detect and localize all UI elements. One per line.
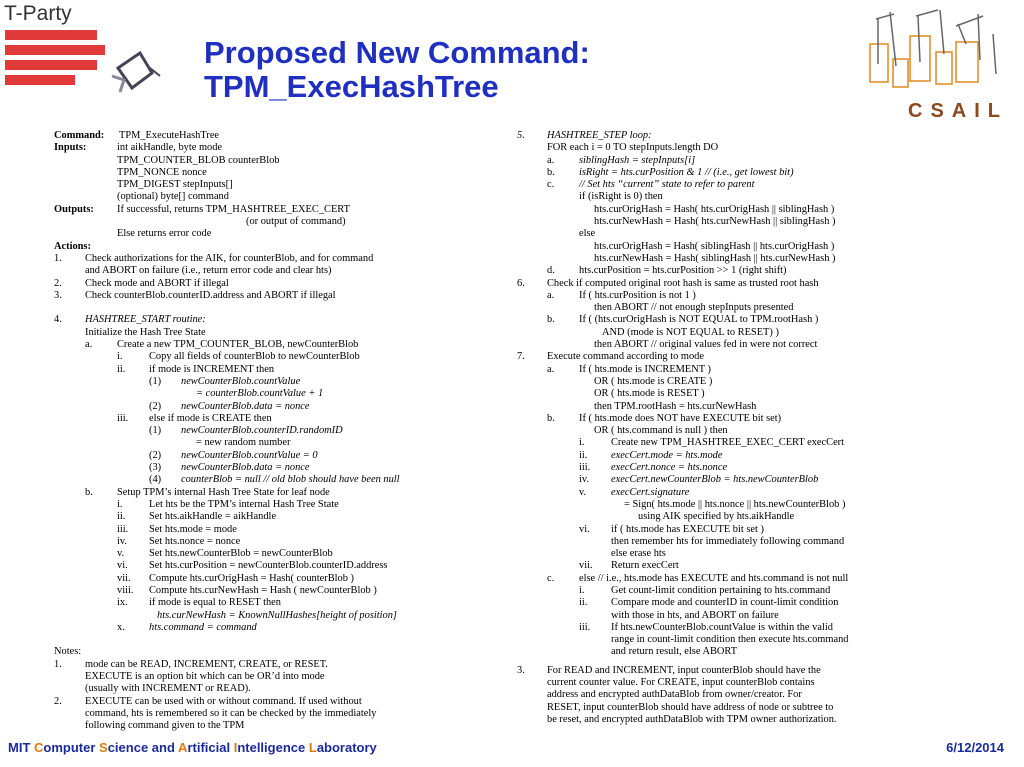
step-label: (1) <box>149 425 162 437</box>
step-7b-iv: execCert.newCounterBlob = hts.newCounterBlob <box>611 474 819 486</box>
step-label: i. <box>579 437 585 449</box>
action-number: 1. <box>54 252 62 264</box>
note-number: 1. <box>54 658 62 670</box>
step-4a-iii: else if mode is CREATE then <box>149 412 272 424</box>
step-4b-ix: if mode is equal to RESET then <box>149 597 281 609</box>
note-number: 2. <box>54 695 62 707</box>
step-label: (2) <box>149 449 162 461</box>
output-2: (or output of command) <box>246 216 346 228</box>
step-5c-line1: hts.curOrigHash = Hash( hts.curOrigHash || siblingHash ) <box>594 203 835 215</box>
step-4b-v: Set hts.newCounterBlob = newCounterBlob <box>149 548 333 560</box>
note-1: mode can be READ, INCREMENT, CREATE, or RESET. <box>85 658 328 670</box>
step-4a-ii-2: newCounterBlob.data = nonce <box>181 400 310 412</box>
step-5-for: FOR each i = 0 TO stepInputs.length DO <box>547 142 719 154</box>
step-7a-then: then TPM.rootHash = hts.curNewHash <box>594 400 757 412</box>
step-4b: Setup TPM’s internal Hash Tree State for leaf node <box>117 486 330 498</box>
step-4a-ii-1-cont: = counterBlob.countValue + 1 <box>196 388 324 400</box>
step-4b-iv: Set hts.nonce = nonce <box>149 535 241 547</box>
step-label: v. <box>117 548 125 560</box>
step-4a-iii-4: counterBlob = null // old blob should have been null <box>181 474 400 486</box>
step-label: ix. <box>117 597 128 609</box>
step-4b-i: Let hts be the TPM’s internal Hash Tree State <box>149 498 339 510</box>
step-label: i. <box>117 351 123 363</box>
step-7b-v-cont2: using AIK specified by hts.aikHandle <box>638 511 795 523</box>
step-label: vii. <box>117 572 131 584</box>
step-7a-or1: OR ( hts.mode is CREATE ) <box>594 375 713 387</box>
step-label: b. <box>85 486 93 498</box>
step-5c-line4: hts.curNewHash = Hash( siblingHash || hts.curNewHash ) <box>594 252 836 264</box>
step-5c-else: else <box>579 228 596 240</box>
step-4a: Create a new TPM_COUNTER_BLOB, newCounterBlob <box>117 339 359 351</box>
step-label: (4) <box>149 474 162 486</box>
step-6a-cont: then ABORT // not enough stepInputs presented <box>594 302 794 314</box>
input-3: TPM_NONCE nonce <box>117 166 207 178</box>
step-7b: If ( hts.mode does NOT have EXECUTE bit set) <box>579 412 782 424</box>
step-label: vii. <box>579 560 593 572</box>
action-3: Check counterBlob.counterID.address and ABORT if illegal <box>85 289 336 301</box>
step-6: Check if computed original root hash is same as trusted root hash <box>547 277 819 289</box>
action-number: 2. <box>54 277 62 289</box>
output-1: If successful, returns TPM_HASHTREE_EXEC_CERT <box>117 203 350 215</box>
note-1-cont: EXECUTE is an option bit which can be OR’d into mode <box>85 671 325 683</box>
input-5: (optional) byte[] command <box>117 191 229 203</box>
step-label: (3) <box>149 462 162 474</box>
page-title: Proposed New Command: TPM_ExecHashTree <box>204 35 590 104</box>
note-2-cont: command, hts is remembered so it can be checked by the immediately <box>85 707 377 719</box>
step-label: d. <box>547 265 555 277</box>
note-3-cont4: be reset, and encrypted authDataBlob with TPM owner authorization. <box>547 713 837 725</box>
step-5d: hts.curPosition = hts.curPosition >> 1 (right shift) <box>579 265 787 277</box>
step-7c-i: Get count-limit condition pertaining to hts.command <box>611 584 831 596</box>
step-7b-vi: if ( hts.mode has EXECUTE bit set ) <box>611 523 764 535</box>
step-7c-iii-cont: range in count-limit condition then execute hts.command <box>611 634 849 646</box>
input-1: int aikHandle, byte mode <box>117 142 223 154</box>
step-label: (1) <box>149 375 162 387</box>
note-1-cont2: (usually with INCREMENT or READ). <box>85 683 251 695</box>
note-number: 3. <box>517 664 525 676</box>
step-label: a. <box>547 154 555 166</box>
step-4b-iii: Set hts.mode = mode <box>149 523 237 535</box>
notes-label: Notes: <box>54 646 82 658</box>
tparty-label: T-Party <box>4 2 72 25</box>
actions-label: Actions: <box>54 240 91 252</box>
step-5c-if: if (isRight is 0) then <box>579 191 663 203</box>
step-7c-iii-cont2: and return result, else ABORT <box>611 646 738 658</box>
step-label: a. <box>547 289 555 301</box>
step-label: a. <box>547 363 555 375</box>
step-label: a. <box>85 339 93 351</box>
step-label: i. <box>579 584 585 596</box>
step-label: iii. <box>117 412 129 424</box>
input-2: TPM_COUNTER_BLOB counterBlob <box>117 154 280 166</box>
step-4a-iii-1: newCounterBlob.counterID.randomID <box>181 425 343 437</box>
step-label: iv. <box>117 535 128 547</box>
step-label: ii. <box>579 597 588 609</box>
step-4b-vi: Set hts.curPosition = newCounterBlob.counterID.address <box>149 560 388 572</box>
step-5: HASHTREE_STEP loop: <box>547 130 652 141</box>
step-number: 5. <box>517 130 525 141</box>
step-7c-iii: If hts.newCounterBlob.countValue is within the valid <box>611 621 833 633</box>
step-4b-ii: Set hts.aikHandle = aikHandle <box>149 511 277 523</box>
step-7b-or: OR ( hts.command is null ) then <box>594 425 728 437</box>
output-3: Else returns error code <box>117 228 212 240</box>
step-label: vi. <box>579 523 590 535</box>
step-4a-iii-1-cont: = new random number <box>196 437 291 449</box>
step-7b-ii: execCert.mode = hts.mode <box>611 449 723 461</box>
tparty-logo <box>0 28 190 103</box>
step-7b-iii: execCert.nonce = hts.nonce <box>611 462 728 474</box>
step-4b-x: hts.command = command <box>149 621 257 633</box>
step-7c-ii: Compare mode and counterID in count-limit condition <box>611 597 839 609</box>
step-number: 6. <box>517 277 525 289</box>
step-4b-viii: Compute hts.curNewHash = Hash ( newCounterBlob ) <box>149 584 377 596</box>
step-4a-ii-1: newCounterBlob.countValue <box>181 375 301 387</box>
step-label: iv. <box>579 474 590 486</box>
step-label: c. <box>547 179 555 191</box>
step-5b: isRight = hts.curPosition & 1 // (i.e., get lowest bit) <box>579 166 794 178</box>
step-5a: siblingHash = stepInputs[i] <box>579 154 696 166</box>
step-6a: If ( hts.curPosition is not 1 ) <box>579 289 696 301</box>
command-value: TPM_ExecuteHashTree <box>119 130 220 141</box>
step-4b-vii: Compute hts.curOrigHash = Hash( counterBlob ) <box>149 572 354 584</box>
step-label: iii. <box>117 523 129 535</box>
action-4: HASHTREE_START routine: <box>85 314 206 326</box>
csail-logo <box>848 4 1018 129</box>
step-7b-i: Create new TPM_HASHTREE_EXEC_CERT execCert <box>611 437 845 449</box>
note-3-cont3: RESET, input counterBlob should have address of node or subtree to <box>547 701 834 713</box>
step-label: viii. <box>117 584 134 596</box>
step-4a-iii-2: newCounterBlob.countValue = 0 <box>181 449 318 461</box>
step-label: (2) <box>149 400 162 412</box>
note-3: For READ and INCREMENT, input counterBlob should have the <box>547 664 821 676</box>
action-1: Check authorizations for the AIK, for counterBlob, and for command <box>85 252 374 264</box>
step-label: c. <box>547 572 555 584</box>
action-4-cont: Initialize the Hash Tree State <box>85 326 206 338</box>
note-3-cont: current counter value. For CREATE, input counterBlob contains <box>547 677 815 689</box>
note-2: EXECUTE can be used with or without command. If used without <box>85 695 362 707</box>
step-label: ii. <box>579 449 588 461</box>
step-7b-v-cont: = Sign( hts.mode || hts.nonce || hts.newCounterBlob ) <box>624 498 846 510</box>
step-7: Execute command according to mode <box>547 351 704 363</box>
step-5c: // Set hts “current” state to refer to parent <box>579 179 755 191</box>
step-4a-i: Copy all fields of counterBlob to newCounterBlob <box>149 351 360 363</box>
step-4a-iii-3: newCounterBlob.data = nonce <box>181 462 310 474</box>
step-number: 7. <box>517 351 525 363</box>
note-3-cont2: address and encrypted authDataBlob from owner/creator. For <box>547 689 802 701</box>
step-5c-line3: hts.curOrigHash = Hash( siblingHash || hts.curOrigHash ) <box>594 240 835 252</box>
step-4a-ii: if mode is INCREMENT then <box>149 363 275 375</box>
step-7b-v: execCert.signature <box>611 486 690 498</box>
step-5c-line2: hts.curNewHash = Hash( hts.curNewHash || siblingHash ) <box>594 216 836 228</box>
step-7b-vi-cont2: else erase hts <box>611 548 666 560</box>
step-7b-vii: Return execCert <box>611 560 679 572</box>
step-label: vi. <box>117 560 128 572</box>
action-2: Check mode and ABORT if illegal <box>85 277 229 289</box>
step-label: b. <box>547 166 555 178</box>
csail-label: CSAIL <box>908 100 1008 122</box>
command-label: Command: <box>54 130 105 141</box>
outputs-label: Outputs: <box>54 203 94 215</box>
footer-date: 6/12/2014 <box>946 740 1004 755</box>
step-6b-cont: AND (mode is NOT EQUAL to RESET) ) <box>602 326 779 338</box>
step-7a: If ( hts.mode is INCREMENT ) <box>579 363 711 375</box>
step-6b: If ( (hts.curOrigHash is NOT EQUAL to TPM.rootHash ) <box>579 314 819 326</box>
step-7b-vi-cont: then remember hts for immediately following command <box>611 535 845 547</box>
step-7a-or2: OR ( hts.mode is RESET ) <box>594 388 705 400</box>
action-1-cont: and ABORT on failure (i.e., return error code and clear hts) <box>85 265 332 277</box>
note-2-cont2: following command given to the TPM <box>85 720 245 732</box>
action-number: 3. <box>54 289 62 301</box>
input-4: TPM_DIGEST stepInputs[] <box>117 179 233 191</box>
step-label: b. <box>547 314 555 326</box>
step-label: v. <box>579 486 587 498</box>
action-number: 4. <box>54 314 62 326</box>
step-label: iii. <box>579 462 591 474</box>
step-label: x. <box>117 621 125 633</box>
step-label: ii. <box>117 511 126 523</box>
step-label: ii. <box>117 363 126 375</box>
footer-lab-name: MIT Computer Science and Artificial Intelligence Laboratory <box>8 740 377 755</box>
step-7c: else // i.e., hts.mode has EXECUTE and hts.command is not null <box>579 572 849 584</box>
step-7c-ii-cont: with those in hts, and ABORT on failure <box>611 609 779 621</box>
step-label: iii. <box>579 621 591 633</box>
step-6b-cont2: then ABORT // original values fed in were not correct <box>594 339 818 351</box>
inputs-label: Inputs: <box>54 142 87 154</box>
step-4b-ix-cont: hts.curNewHash = KnownNullHashes[height of position] <box>157 609 397 621</box>
step-label: b. <box>547 412 555 424</box>
step-label: i. <box>117 498 123 510</box>
